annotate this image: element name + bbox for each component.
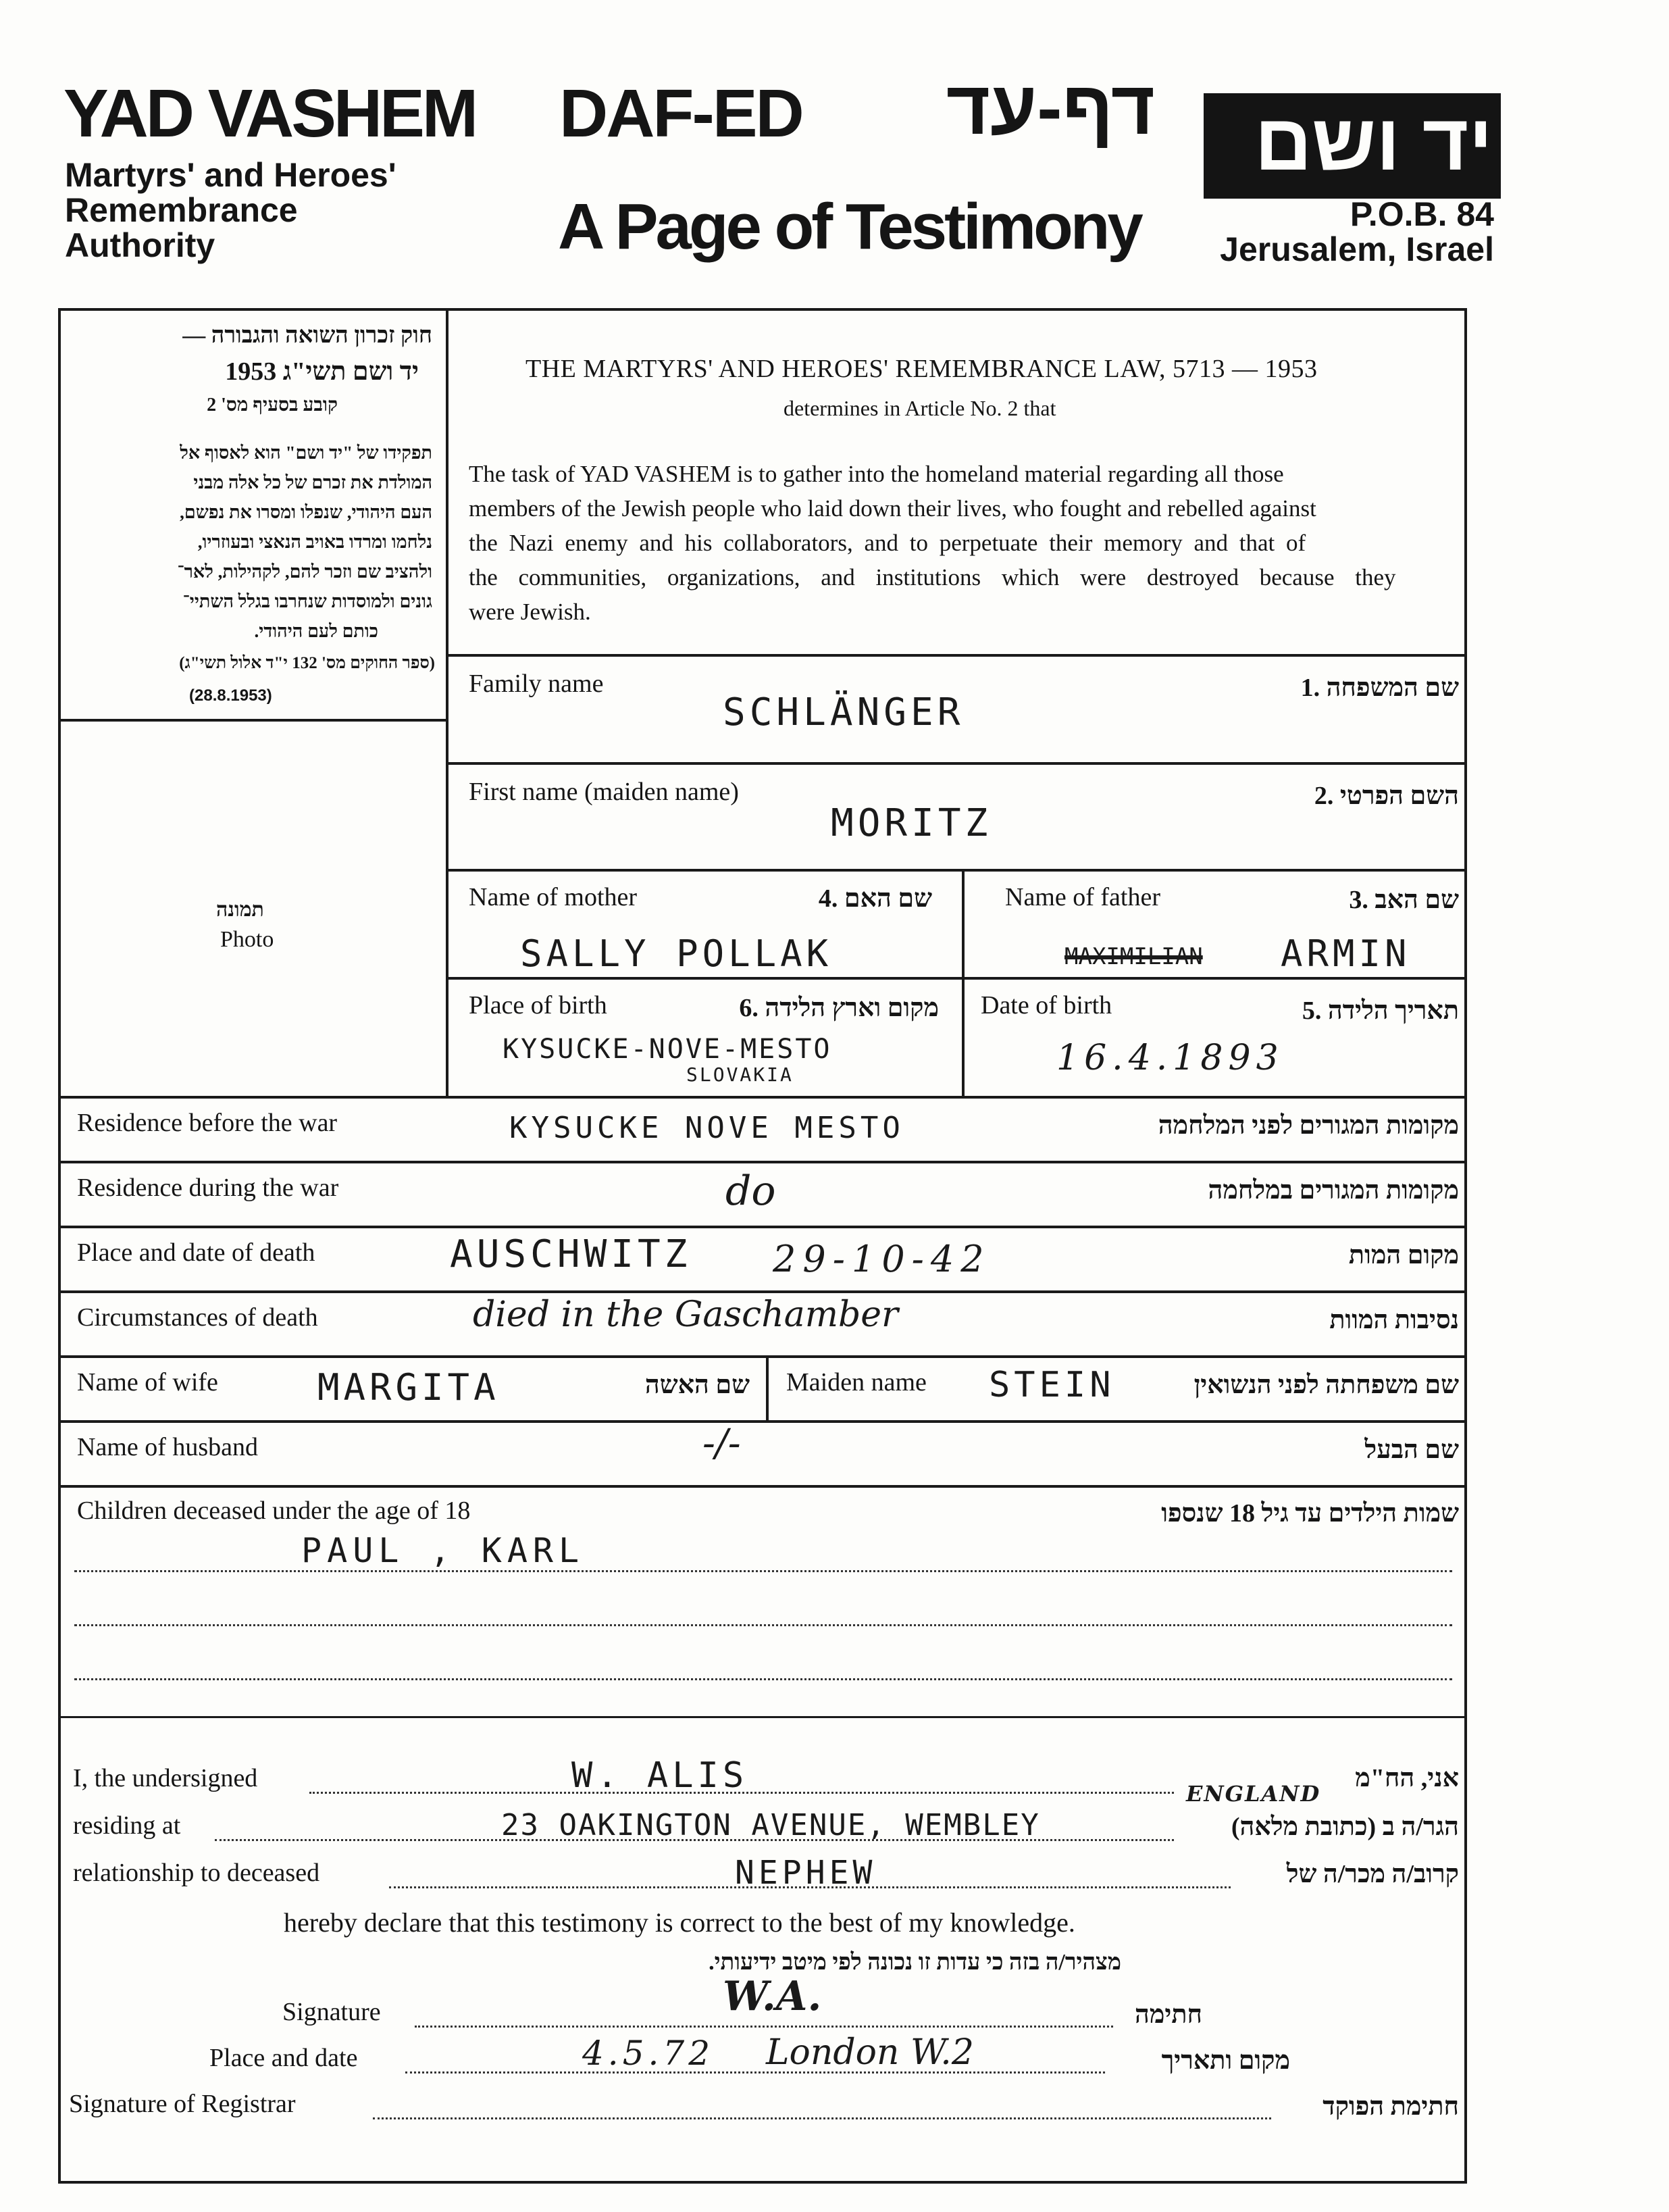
registrar-label-hebrew: חתימת הפוקד — [1323, 2092, 1459, 2121]
cell-divider — [962, 869, 965, 1097]
law-body-line: The task of YAD VASHEM is to gather into the homeland material regarding all those — [469, 461, 1284, 487]
signature-line — [415, 2026, 1113, 2028]
row-line — [58, 1226, 1467, 1228]
death-circumstances-label: Circumstances of death — [77, 1303, 318, 1332]
undersigned-value[interactable]: W. ALIS — [571, 1755, 748, 1796]
law-body-hebrew — [68, 438, 432, 646]
birth-place-label-hebrew: מקום וארץ הלידה .6 — [739, 994, 939, 1022]
relationship-label-hebrew: קרוב/ה מכר/ה של — [1286, 1860, 1459, 1888]
family-name-label-hebrew: שם המשפחה .1 — [1300, 674, 1459, 702]
birth-place-label: Place of birth — [469, 991, 607, 1020]
wife-label: Name of wife — [77, 1368, 218, 1397]
law-body-line: כותם לעם היהודי. — [254, 621, 378, 641]
law-subtitle: determines in Article No. 2 that — [784, 396, 1056, 420]
law-body-line: ולהציב שם וזכר להם, לקהילות, לאר־ — [177, 561, 432, 582]
first-name-value[interactable]: MORITZ — [831, 801, 992, 845]
law-body-line: גונים ולמוסדות שנחרבו בגלל השתיי־ — [182, 591, 432, 611]
children-label-hebrew: שמות הילדים עד גיל 18 שנספו — [1161, 1499, 1459, 1528]
place-date-line — [405, 2071, 1105, 2073]
children-line — [74, 1570, 1452, 1572]
residence-before-label: Residence before the war — [77, 1109, 338, 1137]
signature-label-hebrew: חתימה — [1134, 2001, 1202, 2029]
law-body — [469, 457, 1464, 629]
undersigned-label: I, the undersigned — [73, 1764, 258, 1792]
residence-during-label: Residence during the war — [77, 1174, 339, 1202]
registrar-label: Signature of Registrar — [69, 2090, 296, 2118]
children-line — [74, 1624, 1452, 1626]
residence-before-label-hebrew: מקומות המגורים לפני המלחמה — [1158, 1111, 1459, 1140]
father-label: Name of father — [1005, 883, 1160, 911]
row-line — [58, 1355, 1467, 1358]
law-body-line: העם היהודי, שנפלו ומסרו את נפשם, — [180, 502, 432, 522]
law-body-line: המולדת את זכרם של כל אלה מבני — [193, 472, 432, 493]
law-body-line: were Jewish. — [469, 599, 591, 625]
row-line — [58, 1485, 1467, 1488]
birth-date-value[interactable]: 16.4.1893 — [1056, 1038, 1284, 1078]
signature-label: Signature — [282, 1998, 381, 2026]
relationship-label: relationship to deceased — [73, 1859, 320, 1887]
place-date-label-hebrew: מקום ותאריך — [1161, 2046, 1290, 2075]
relationship-value[interactable]: NEPHEW — [735, 1854, 877, 1892]
wife-maiden-label: Maiden name — [786, 1368, 927, 1397]
father-value[interactable]: ARMIN — [1281, 932, 1411, 975]
first-name-label: First name (maiden name) — [469, 778, 739, 806]
row-line — [58, 1420, 1467, 1423]
death-place-value[interactable]: AUSCHWITZ — [450, 1232, 692, 1276]
place-date-label: Place and date — [209, 2044, 358, 2072]
mother-label: Name of mother — [469, 883, 638, 911]
row-line — [446, 869, 1467, 872]
residence-during-label-hebrew: מקומות המגורים במלחמה — [1208, 1176, 1459, 1205]
declaration-statement-hebrew: מצהיר/ה בזה כי עדות זו נכונה לפי מיטב ידיעותי. — [709, 1950, 1121, 1975]
place-date-location[interactable]: London W.2 — [766, 2032, 974, 2073]
death-place-label-hebrew: מקום המות — [1348, 1241, 1459, 1270]
residing-country: ENGLAND — [1186, 1781, 1321, 1807]
family-name-label: Family name — [469, 670, 604, 698]
org-line-2: Remembrance — [65, 191, 298, 229]
row-line — [446, 762, 1467, 765]
wife-maiden-value[interactable]: STEIN — [989, 1365, 1115, 1405]
mother-value[interactable]: SALLY POLLAK — [520, 932, 833, 975]
family-name-value[interactable]: SCHLÄNGER — [723, 690, 965, 734]
mother-label-hebrew: שם האם .4 — [818, 884, 932, 913]
death-place-label: Place and date of death — [77, 1238, 315, 1267]
residence-during-value[interactable]: do — [725, 1167, 776, 1215]
law-citation-date: (28.8.1953) — [189, 686, 272, 705]
undersigned-label-hebrew: אני, הח"מ — [1355, 1764, 1459, 1792]
birth-place-value[interactable]: KYSUCKE-NOVE-MESTO — [503, 1034, 832, 1065]
residing-value[interactable]: 23 OAKINGTON AVENUE, WEMBLEY — [501, 1808, 1040, 1842]
row-line — [58, 1290, 1467, 1293]
law-body-line: נלחמו ומרדו באויב הנאצי ובעוזריו, — [197, 532, 432, 552]
law-body-line: תפקידו של "יד ושם" הוא לאסוף אל — [180, 443, 432, 463]
logo-hebrew: יד ושם — [1254, 98, 1493, 187]
law-subtitle-hebrew: יד ושם תשי"ג 1953 — [225, 357, 419, 386]
husband-value[interactable]: -/- — [702, 1422, 741, 1465]
residence-before-value[interactable]: KYSUCKE NOVE MESTO — [509, 1111, 904, 1145]
declaration-statement: hereby declare that this testimony is correct to the best of my knowledge. — [284, 1907, 1075, 1938]
wife-value[interactable]: MARGITA — [317, 1366, 500, 1409]
law-article-hebrew: קובע בסעיף מס' 2 — [207, 395, 338, 416]
row-line — [58, 1096, 1467, 1099]
law-box-divider — [58, 719, 447, 722]
birth-date-label: Date of birth — [981, 991, 1112, 1020]
birth-place-country: SLOVAKIA — [686, 1063, 794, 1086]
form-title: A Page of Testimony — [558, 191, 1141, 263]
husband-label: Name of husband — [77, 1433, 259, 1461]
logo-block — [1204, 93, 1501, 199]
org-line-1: Martyrs' and Heroes' — [65, 156, 396, 194]
residing-label: residing at — [73, 1811, 181, 1840]
row-line — [446, 654, 1467, 657]
father-struck-value: MAXIMILIAN — [1064, 943, 1203, 970]
law-title: THE MARTYRS' AND HEROES' REMEMBRANCE LAW, 5713 — 1953 — [525, 355, 1318, 383]
wife-label-hebrew: שם האשה — [644, 1371, 750, 1399]
po-box: P.O.B. 84 — [1350, 195, 1494, 233]
children-value[interactable]: PAUL , KARL — [301, 1531, 585, 1570]
org-line-3: Authority — [65, 226, 215, 264]
photo-label-hebrew: תמונה — [216, 899, 264, 921]
photo-label: Photo — [220, 927, 274, 952]
law-body-line: members of the Jewish people who laid down their lives, who fought and rebelled against — [469, 495, 1316, 522]
death-circumstances-value[interactable]: died in the Gaschamber — [473, 1294, 898, 1335]
husband-label-hebrew: שם הבעל — [1364, 1436, 1459, 1464]
row-line — [446, 977, 1467, 980]
law-title-hebrew: חוק זכרון השואה והגבורה — — [182, 323, 432, 348]
law-body-line: the communities, organizations, and institutions which were destroyed because they — [469, 564, 1396, 590]
birth-date-label-hebrew: תאריך הלידה .5 — [1302, 997, 1459, 1025]
row-line — [58, 1161, 1467, 1163]
death-circumstances-label-hebrew: נסיבות המוות — [1329, 1306, 1459, 1334]
signature-value[interactable]: W.A. — [723, 1973, 822, 2020]
registrar-line — [373, 2117, 1271, 2119]
father-label-hebrew: שם האב .3 — [1349, 886, 1459, 914]
law-citation-hebrew: (ספר החוקים מס' 132 י"ד אלול תשי"ג) — [179, 654, 435, 672]
residing-label-hebrew: הגר/ה ב (כתובת מלאה) — [1231, 1813, 1459, 1841]
law-body-line: the Nazi enemy and his collaborators, and to perpetuate their memory and that of — [469, 530, 1306, 556]
form-code-hebrew: דף-עד — [946, 66, 1155, 150]
death-date-value[interactable]: 29-10-42 — [773, 1238, 991, 1280]
place-date-value[interactable]: 4.5.72 — [582, 2034, 715, 2073]
row-line — [58, 1716, 1467, 1718]
first-name-label-hebrew: השם הפרטי .2 — [1314, 782, 1459, 810]
city: Jerusalem, Israel — [1220, 230, 1494, 268]
cell-divider — [766, 1355, 769, 1420]
wife-maiden-label-hebrew: שם משפחתה לפני הנשואין — [1193, 1371, 1459, 1399]
children-label: Children deceased under the age of 18 — [77, 1497, 471, 1525]
form-code: DAF-ED — [559, 76, 802, 151]
org-name: YAD VASHEM — [63, 76, 476, 151]
children-line — [74, 1678, 1452, 1680]
